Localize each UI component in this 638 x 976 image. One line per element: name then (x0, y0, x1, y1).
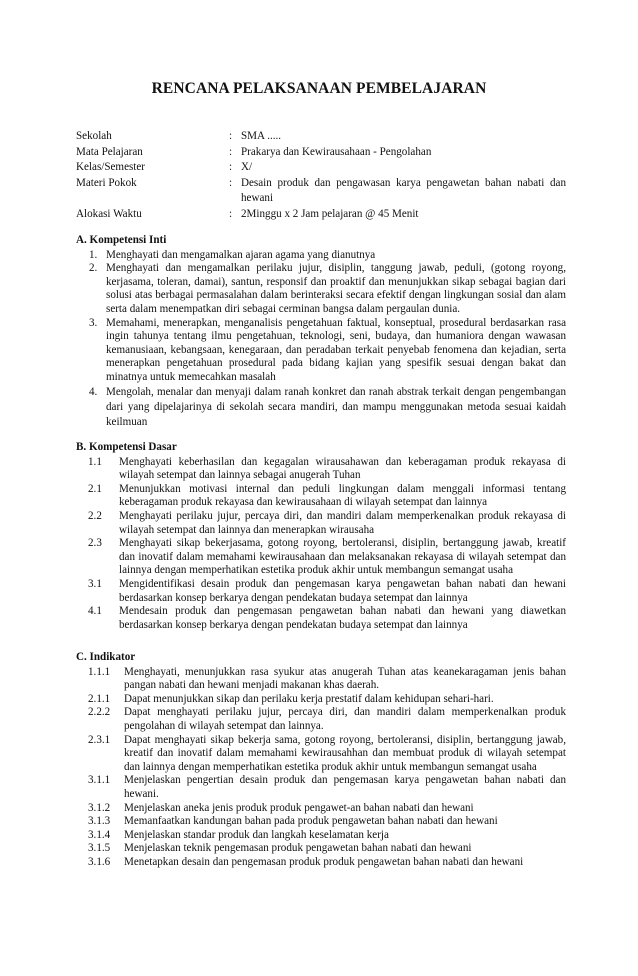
meta-row-sekolah (76, 129, 566, 145)
item-number: 3.1.3 (88, 815, 111, 828)
meta-value: SMA ..... (241, 130, 282, 142)
item-text: Menjelaskan pengertian desain produk dan pengemasan karya pengawetan bahan nabati dan hewani. (124, 774, 566, 800)
item-number: 2.2 (88, 509, 102, 522)
list-item (76, 706, 566, 733)
meta-value: Desain produk dan pengawasan karya pengawetan bahan nabati dan hewani (241, 176, 566, 204)
meta-row-mata-pelajaran (76, 145, 566, 161)
item-text: Menghayati sikap bekerjasama, gotong royong, bertoleransi, disiplin, bertanggung jawab, kreatif dan inovatif dalam memahami kewirausahaan dan melaksanakan rekayasa di wilayah setempat dan lainnya dengan memperhatikan estetika produk akhir untuk membangun semangat usaha (119, 537, 566, 577)
section-heading: B. Kompetensi Dasar (76, 441, 177, 453)
item-text: Memanfaatkan kandungan bahan pada produk pengawetan bahan nabati dan hewani (124, 815, 498, 828)
item-text: Menghayati dan mengamalkan perilaku jujur, disiplin, tanggung jawab, peduli, (gotong royong, kerjasama, toleran, damai), santun, responsif dan proaktif dan menunjukkan sikap sebagai bagian dari solusi atas berbagai permasalahan dalam berinteraksi secara efektif dengan lingkungan sosial dan alam serta dalam menempatkan diri sebagai cerminan bangsa dalam pergaulan dunia. (106, 262, 566, 315)
document-title: RENCANA PELAKSANAAN PEMBELAJARAN (151, 80, 487, 97)
item-number: 2.3 (88, 537, 102, 550)
list-item (76, 829, 566, 843)
item-number: 2.2.2 (88, 706, 111, 719)
section-indikator (76, 651, 566, 870)
item-text: Menghayati keberhasilan dan kegagalan wirausahawan dan keberagaman produk rekayasa di wilayah setempat dan lainnya sebagai anugerah Tuhan (119, 455, 566, 482)
list-item (76, 666, 566, 693)
list-item (76, 815, 566, 829)
item-number: 3.1 (88, 577, 102, 590)
item-text: Menunjukkan motivasi internal dan peduli lingkungan dalam menggali informasi tentang keberagaman produk rekayasa dan kewirausahaan di wilayah setempat dan lainnya (119, 482, 566, 509)
item-number: 2.1 (88, 482, 102, 495)
meta-label: Mata Pelajaran (76, 145, 143, 158)
list-item (76, 262, 566, 316)
meta-row-kelas-semester (76, 160, 566, 176)
item-text: Mengolah, menalar dan menyaji dalam ranah konkret dan ranah abstrak terkait dengan pengembangan dari yang dipelajarinya di sekolah secara mandiri, dan mampu menggunakan metoda sesuai kaidah keilmuan (106, 385, 566, 428)
item-number: 1.1.1 (88, 665, 111, 678)
list-item (76, 856, 566, 870)
item-number: 4. (89, 385, 98, 398)
item-text: Mengidentifikasi desain produk dan pengemasan karya pengawetan bahan nabati dan hewani berdasarkan konsep berkarya dengan pendekatan budaya setempat dan lainnya (119, 577, 566, 604)
section-heading: C. Indikator (76, 651, 136, 663)
item-number: 2. (89, 262, 98, 275)
item-text: Menetapkan desain dan pengemasan produk produk pengawetan bahan nabati dan hewani (124, 855, 524, 868)
item-number: 3.1.1 (88, 774, 111, 787)
item-text: Menjelaskan teknik pengemasan produk pengawetan bahan nabati dan hewani (124, 842, 472, 855)
list-item (76, 456, 566, 483)
item-text: Menghayati, menunjukkan rasa syukur atas anugerah Tuhan atas keanekaragaman jenis bahan pangan nabati dan hewani menjadi makanan khas daerah. (124, 665, 566, 692)
item-number: 1.1 (88, 455, 102, 468)
item-number: 2.1.1 (88, 692, 111, 705)
item-number: 4.1 (88, 605, 102, 618)
meta-table (76, 129, 566, 222)
list-item (76, 774, 566, 801)
item-text: Dapat menghayati perilaku jujur, percaya diri, dan mandiri dalam memperkenalkan produk pengolahan di wilayah setempat dan lainnya. (124, 706, 566, 732)
meta-label: Alokasi Waktu (76, 207, 142, 220)
item-number: 3.1.2 (88, 801, 111, 814)
item-number: 3.1.5 (88, 842, 111, 855)
item-number: 3. (89, 316, 98, 329)
list-item (76, 483, 566, 510)
list-item (76, 537, 566, 578)
meta-value: Prakarya dan Kewirausahaan - Pengolahan (241, 145, 432, 158)
item-text: Menjelaskan standar produk dan langkah keselamatan kerja (124, 828, 389, 841)
meta-value: 2Minggu x 2 Jam pelajaran @ 45 Menit (241, 207, 419, 220)
meta-colon: : (229, 145, 233, 158)
list-item (76, 510, 566, 537)
list-item (76, 693, 566, 707)
list-item (76, 734, 566, 775)
item-number: 1. (89, 248, 98, 261)
section-kompetensi-inti (76, 234, 566, 430)
meta-value: X/ (241, 161, 253, 173)
meta-label: Sekolah (76, 130, 112, 142)
meta-row-materi-pokok (76, 176, 566, 207)
list-item (76, 317, 566, 385)
list-item (76, 802, 566, 816)
meta-label: Kelas/Semester (76, 161, 146, 173)
list-item (76, 605, 566, 632)
meta-label: Materi Pokok (76, 176, 137, 189)
list-item (76, 842, 566, 856)
item-text: Dapat menghayati sikap bekerja sama, gotong royong, bertoleransi, disiplin, bertanggung jawab, kreatif dan inovatif dalam memahami kewirausahhan dan membuat produk di wilayah setempat dan lainnya dengan memperhatikan estetika produk akhir untuk membangun semangat usaha (124, 733, 566, 773)
section-kompetensi-dasar (76, 441, 566, 632)
item-text: Menghayati perilaku jujur, percaya diri, dan mandiri dalam memperkenalkan produk rekayasa di wilayah setempat dan lainnya dan menerapkan wirausaha (119, 509, 566, 536)
item-number: 3.1.6 (88, 855, 111, 868)
item-number: 3.1.4 (88, 828, 111, 841)
meta-colon: : (229, 176, 233, 189)
list-item (76, 385, 566, 431)
meta-colon: : (229, 130, 233, 142)
section-heading: A. Kompetensi Inti (76, 234, 167, 246)
meta-colon: : (229, 207, 233, 220)
meta-colon: : (229, 161, 233, 173)
meta-row-alokasi-waktu (76, 207, 566, 223)
list-item (76, 578, 566, 605)
item-text: Menjelaskan aneka jenis produk produk pengawet-an bahan nabati dan hewani (124, 801, 474, 814)
item-text: Dapat menunjukkan sikap dan perilaku kerja prestatif dalam kehidupan sehari-hari. (124, 692, 494, 705)
item-text: Menghayati dan mengamalkan ajaran agama yang dianutnya (106, 248, 376, 261)
item-text: Mendesain produk dan pengemasan pengawetan bahan nabati dan hewani yang diawetkan berdasarkan konsep berkarya dengan pendekatan budaya setempat dan lainnya (119, 605, 566, 631)
list-item (76, 249, 566, 263)
item-number: 2.3.1 (88, 733, 111, 746)
item-text: Memahami, menerapkan, menganalisis pengetahuan faktual, konseptual, prosedural berdasarkan rasa ingin tahunya tentang ilmu pengetahuan, teknologi, seni, budaya, dan humaniora dengan wawasan kemanusiaan, kebangsaan, kenegaraan, dan peradaban terkait penyebab fenomena dan kejadian, serta menerapkan pengetahuan prosedural pada bidang kajian yang spesifik sesuai dengan bakat dan minatnya untuk memecahkan masalah (106, 316, 566, 383)
